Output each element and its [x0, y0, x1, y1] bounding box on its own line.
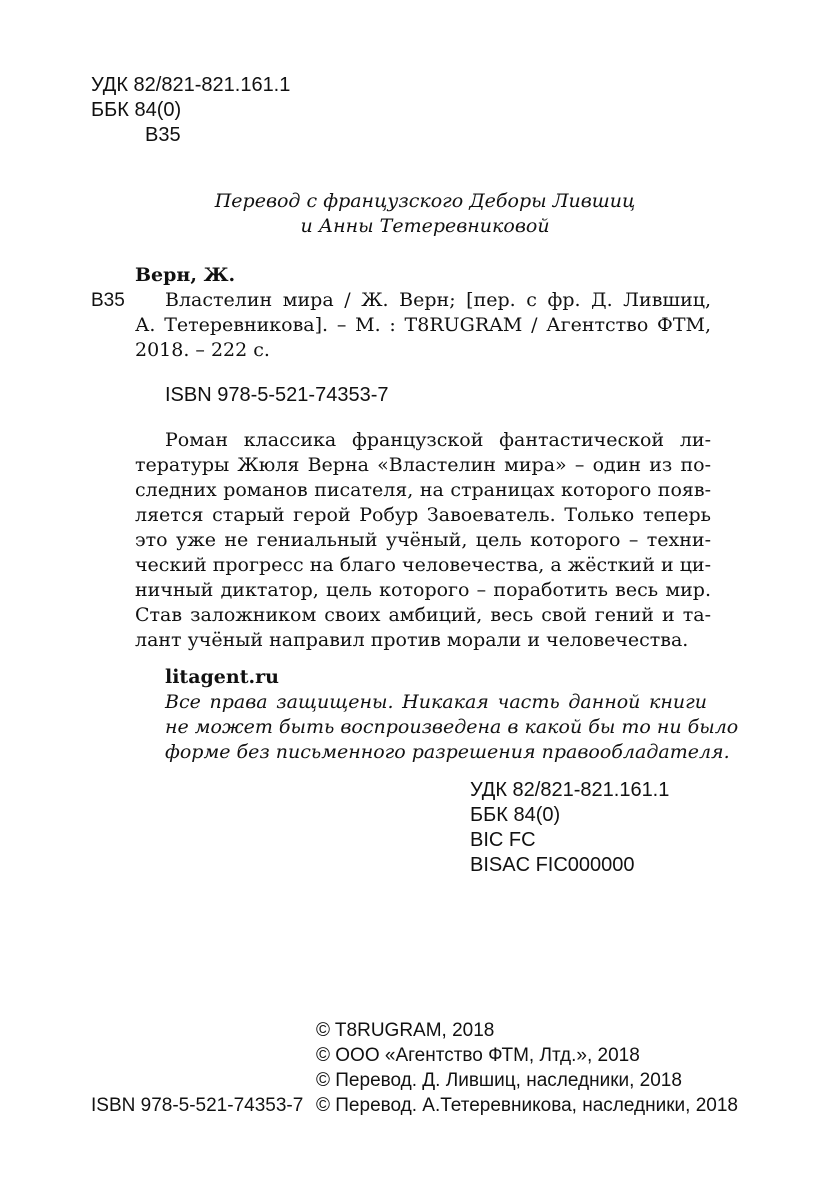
catalog-sign: В35 — [91, 290, 125, 311]
annotation-line-4: ляется старый герой Робур Завоеватель. Только теперь — [135, 504, 711, 526]
rights-line-2: не может быть воспроизведена в какой бы то ни было — [165, 716, 739, 738]
translation-note-line-1: Перевод с французского Деборы Лившиц — [214, 190, 636, 212]
rights-line-3: форме без письменного разрешения правообладателя. — [165, 741, 730, 763]
catalog-isbn: ISBN 978-5-521-74353-7 — [165, 384, 389, 406]
footer-isbn: ISBN 978-5-521-74353-7 — [91, 1095, 304, 1116]
copyright-line-3: © Перевод. Д. Лившиц, наследники, 2018 — [316, 1070, 682, 1091]
translation-note-line-2: и Анны Тетеревниковой — [300, 215, 550, 237]
annotation-line-9: лант учёный направил против морали и человечества. — [135, 629, 689, 651]
catalog-description-line-2: А. Тетеревникова]. – М. : T8RUGRAM / Агентство ФТМ, — [135, 314, 711, 336]
bbk-code-top: ББК 84(0) — [91, 99, 182, 121]
catalog-description-line-3: 2018. – 222 с. — [135, 339, 270, 361]
annotation-line-7: ничный диктатор, цель которого – поработить весь мир. — [135, 579, 711, 601]
author-sign-top: В35 — [145, 124, 181, 146]
copyright-line-4: © Перевод. А.Тетеревникова, наследники, 2018 — [316, 1095, 738, 1116]
bbk-code-bottom: ББК 84(0) — [470, 804, 561, 826]
catalog-description-line-1: Властелин мира / Ж. Верн; [пер. с фр. Д. Лившиц, — [165, 289, 711, 311]
annotation-line-5: это уже не гениальный учёный, цель которого – техни- — [135, 529, 711, 551]
copyright-line-2: © ООО «Агентство ФТМ, Лтд.», 2018 — [316, 1045, 640, 1066]
annotation-line-3: следних романов писателя, на страницах которого появ- — [135, 479, 711, 501]
rights-line-1: Все права защищены. Никакая часть данной книги — [165, 691, 707, 713]
bisac-code: BISAC FIC000000 — [470, 854, 635, 876]
litagent-site: litagent.ru — [165, 666, 279, 688]
annotation-line-1: Роман классика французской фантастической ли- — [165, 429, 711, 451]
udk-code-top: УДК 82/821-821.161.1 — [91, 74, 291, 96]
catalog-author: Верн, Ж. — [135, 264, 236, 286]
annotation-line-6: ческий прогресс на благо человечества, а жёсткий и ци- — [135, 554, 711, 576]
annotation-line-8: Став заложником своих амбиций, весь свой гений и та- — [135, 604, 711, 626]
copyright-line-1: © T8RUGRAM, 2018 — [316, 1020, 495, 1041]
bic-code: BIC FC — [470, 829, 536, 851]
udk-code-bottom: УДК 82/821-821.161.1 — [470, 779, 670, 801]
annotation-line-2: тературы Жюля Верна «Властелин мира» – один из по- — [135, 454, 711, 476]
